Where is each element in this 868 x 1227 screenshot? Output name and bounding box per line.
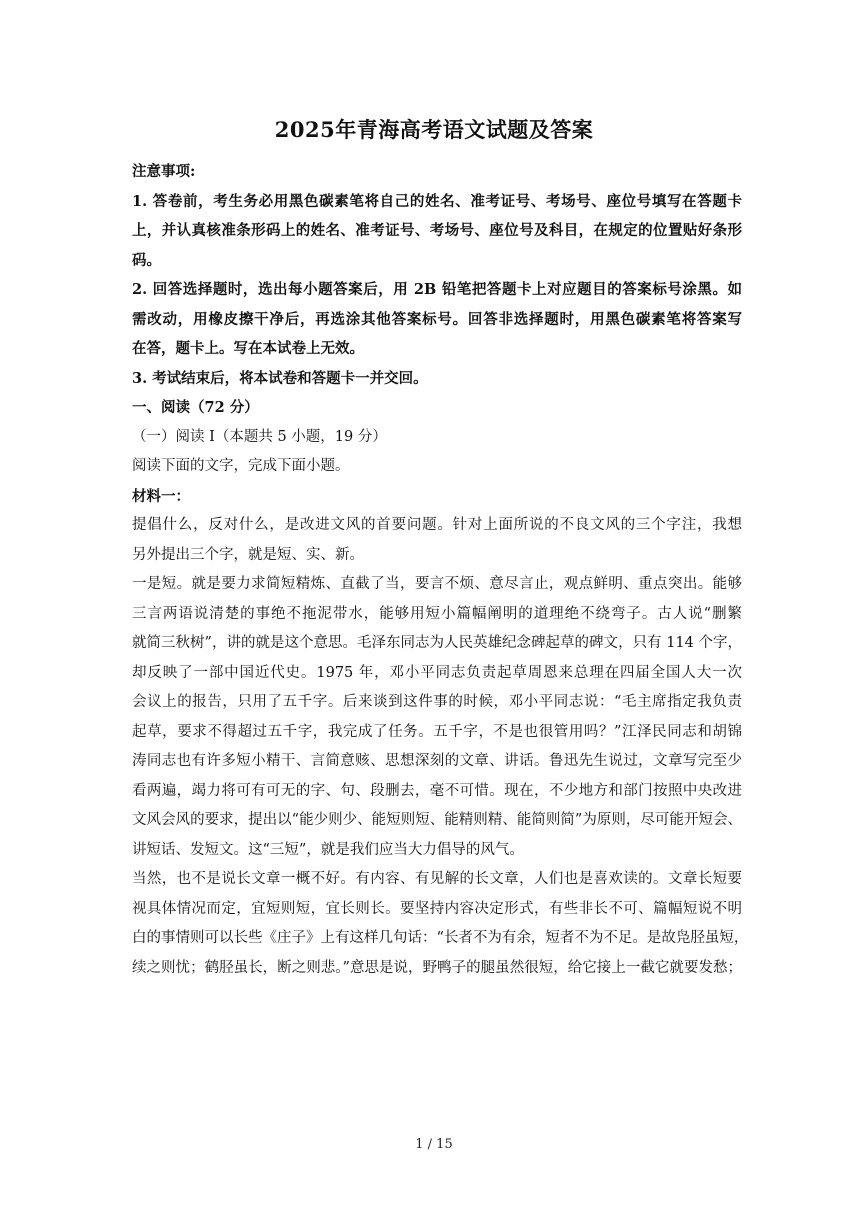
text-line: 视具体情况而定，宜短则短，宜长则长。要坚持内容决定形式，有些非长不可、篇幅短说不明 [132,900,742,917]
document-body [132,157,749,983]
text-line: 讲短话、发短文。这“三短”，就是我们应当大力倡导的风气。 [132,841,524,858]
text-line: 三言两语说清楚的事绝不拖泥带水，能够用短小篇幅阐明的道理绝不绕弯子。古人说“删繁 [132,605,742,622]
paragraph [132,570,742,865]
text-line: 就简三秋树”，讲的就是这个意思。毛泽东同志为人民英雄纪念碑起草的碑文，只有 114 个字， [132,635,742,651]
text-line: 在答，题卡上。写在本试卷上无效。 [132,340,364,357]
text-line: 会议上的报告，只用了五千字。后来谈到这件事的时候，邓小平同志说：“毛主席指定我负责 [132,694,742,710]
text-line: 需改动，用橡皮擦干净后，再选涂其他答案标号。回答非选择题时，用黑色碳素笔将答案写 [132,310,742,328]
text-line: 看两遍，竭力将可有可无的字、句、段删去，毫不可惜。现在，不少地方和部门按照中央改进 [132,782,742,799]
instruction-item [132,275,742,364]
text-line: 码。 [132,251,161,269]
text-line: 1. 答卷前，考生务必用黑色碳素笔将自己的姓名、准考证号、考场号、座位号填写在答题卡 [132,192,742,210]
text-line: 却反映了一部中国近代史。1975 年，邓小平同志负责起草周恩来总理在四届全国人大一次 [132,664,742,681]
subsection-heading: （一）阅读 I（本题共 5 小题，19 分） [132,428,387,445]
reading-instruction: 阅读下面的文字，完成下面小题。 [132,458,350,474]
text-line: 2. 回答选择题时，选出每小题答案后，用 2B 铅笔把答题卡上对应题目的答案标号涂黑。如 [132,281,742,298]
text-line: 另外提出三个字，就是短、实、新。 [132,546,364,563]
text-line: 3. 考试结束后，将本试卷和答题卡一并交回。 [132,369,428,387]
page-number: 1 / 15 [415,1137,453,1152]
paragraph [132,865,749,983]
instruction-item [132,364,742,394]
text-line: 涛同志也有许多短小精干、言简意赅、思想深刻的文章、讲话。鲁迅先生说过，文章写完至少 [132,753,742,769]
notice-heading: 注意事项: [132,163,196,180]
page-title: 2025年青海高考语文试题及答案 [274,117,594,142]
text-line: 起草，要求不得超过五千字，我完成了任务。五千字，不是也很管用吗？”江泽民同志和胡锦 [132,723,742,740]
instruction-item [132,187,742,276]
section-heading: 一、阅读（72 分） [132,399,259,416]
paragraph [132,511,742,570]
text-line: 当然，也不是说长文章一概不好。有内容、有见解的长文章，人们也是喜欢读的。文章长短要 [132,871,742,887]
text-line: 白的事情则可以长些《庄子》上有这样几句话：“长者不为有余，短者不为不足。是故凫胫虽短， [132,930,749,946]
text-line: 文风会风的要求，提出以“能少则少、能短则短、能精则精、能简则简”为原则，尽可能开短会、 [132,812,742,828]
text-line: 上，并认真核准条形码上的姓名、准考证号、考场号、座位号及科目，在规定的位置贴好条形 [132,222,742,239]
text-line: 续之则忧；鹤胫虽长，断之则悲。”意思是说，野鸭子的腿虽然很短，给它接上一截它就要发愁； [132,959,742,976]
material-label: 材料一： [132,487,190,505]
text-line: 一是短。就是要力求简短精炼、直截了当，要言不烦、意尽言止，观点鲜明、重点突出。能够 [132,576,742,592]
text-line: 提倡什么，反对什么，是改进文风的首要问题。针对上面所说的不良文风的三个字注，我想 [132,517,742,533]
